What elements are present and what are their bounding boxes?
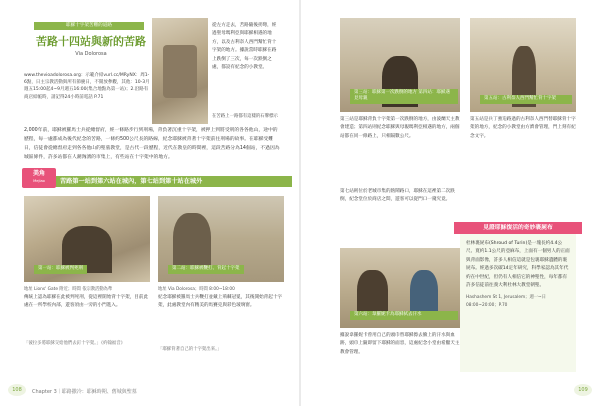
station-1-column — [24, 286, 150, 311]
station-5-column — [470, 116, 576, 141]
station-2-text: 紀念耶穌被羅馬士兵鞭打並戴上荊棘冠冕，其後開始背起十字架，此處教堂內有精美的馬賽克與彩色玻璃窗。 — [158, 294, 283, 309]
quote-2: 「耶穌背著自己的十字架出來。」 — [158, 347, 222, 352]
intro-paragraph — [24, 126, 280, 162]
station-2-caption: 第二站：耶穌被鞭打、背起十字架 — [168, 265, 244, 274]
station-6-caption: 第六站：韋羅妮卡為耶穌拭去汗水 — [350, 311, 458, 320]
sidebar-title: 見證耶穌復活的奇妙裹屍布 — [454, 222, 582, 234]
quote-1: 「彼拉多將耶穌交給他們去釘十字架。」《約翰福音》 — [24, 341, 125, 346]
right-page — [300, 0, 600, 406]
sidebar-info: Hashashem St 1, Jerusalem；週一~日 08:00~20:00；P.70 — [466, 294, 546, 308]
page-number-right: 109 — [574, 384, 592, 396]
top-right-column — [212, 22, 280, 73]
series-label: 耶穌十字架苦難的道路 — [34, 22, 144, 30]
station-5-text: 第五站是兵丁強迫路過的古利奈人西門替耶穌背十字架的地方，紀念的小教堂由方濟會管理，門上刻有紀念文字。 — [470, 117, 576, 139]
page-subtitle: Via Dolorosa — [75, 51, 107, 57]
station-3-4-text: 第三站是耶穌背負十字架第一次跌倒的地方，由波蘭天主教會建造；第四站則紀念耶穌與母親瑪利亞相遇的地方，兩個站都在同一條路上，只相隔數公尺。 — [340, 117, 460, 139]
sidebar-body — [466, 240, 570, 310]
station-1-photo — [24, 196, 150, 282]
info-text: www.thevioadolorosa.org：示範介紹vurl.cc/MRyNX：周1-6點，日主宗教活動與所有節慶日，不開放參觀，其他：10-3月週五15:00起4~9月週五16:00(集合地點為第一站)；2.沿路有商店結帳時，請記得24小時前電話 P.71 — [24, 73, 150, 100]
sidebar-text: 杜林裹屍布(Shroud of Turin)是一塊長約4.4公尺、寬約1.1公尺的亞麻布，上面有一個男人的正面與背面影像，許多人相信這就是包裹耶穌遺體的裹屍布。經過多次碳14定年研究，科學家認為其年代約在中世紀，但仍有人相信它的神聖性，每年都有許多信徒前往義大利杜林大教堂朝聖。 — [466, 241, 570, 289]
station-5-caption: 第五站：古利奈人西門幫忙背十字架 — [480, 95, 572, 104]
station-6-photo — [340, 248, 460, 328]
station-1-text: 傳統上認為耶穌在此被判死刑，從這裡開始背十字架，目前此處在一所學校內部，遊客須由一旁的小門進入。 — [24, 294, 149, 309]
station-7-text: 第七站則位於老城市集的熱鬧路口，耶穌在這裡第二次跌倒，紀念堂位於商店之間，遊客可以從門口一窺究竟。 — [340, 189, 455, 203]
station-sign-photo — [152, 18, 208, 124]
intro-text: 2,000年前，耶穌被羅馬士兵從總督府，經一條路步行到刑場，背負著沉重十字架，被押上到將受刑的各各他山，途中的歷程，每一處都成為後代紀念的苦路，一條約500公尺長的路線，紀念耶穌被背著十字架前往刑場的故事。在耶穌受難日，信徒會從總督府走到各各他山的聖墓教堂，是古代一段歷程，近代在教皇的時間裡，這段苦路分為14個站，不過因為城區條件，許多站都在人潮洶湧的市集上，有些站在十字架中的地方。 — [24, 128, 280, 161]
station-2-photo — [158, 196, 284, 282]
section-band-text: 苦路第一站到第六站在城內，第七站到第十站在城外 — [60, 178, 203, 185]
station-1-detail: 地址 Lions' Gate 附近；時間 依宗教活動為準 — [24, 287, 113, 292]
top-right-text: 從左方走去，苦路隨後拐彎，經過聖母瑪利亞與耶穌相遇的地方，以及古利奈人西門幫忙背十字架的地方。據說當時耶穌在路上跌倒了三次，每一次跌倒之處，都設有紀念的小教堂。 — [212, 23, 277, 71]
badge-title: 美角 — [32, 170, 45, 177]
section-badge — [22, 168, 56, 188]
station-2-detail: 地址 Via Dolorosa；時間 8:00~18:00 — [158, 287, 235, 292]
station-3-4-caption: 第三站：耶穌第一次跌倒的地方 第四站：耶穌遇見母親 — [350, 89, 458, 105]
station-2-column — [158, 286, 284, 311]
station-6-column — [340, 332, 460, 357]
chapter-footer: Chapter 3｜耶路撒冷：耶穌時期、舊城與聖墓 — [32, 388, 137, 395]
shroud-sidebar — [460, 222, 576, 372]
station-5-photo — [470, 18, 576, 112]
sign-caption: 在苦路上一路都有這樣的石牌標示 — [212, 114, 278, 119]
station-3-4-photo — [340, 18, 460, 112]
station-6-text: 據說韋羅妮卡曾用自己的頭巾替耶穌擦去臉上的汗水與血跡，頭巾上隨即留下耶穌的面容，這處紀念小堂由希臘天主教會管理。 — [340, 333, 460, 355]
page-title: 苦路十四站與新的苦路 — [36, 35, 146, 48]
station-1-caption: 第一站：耶穌被判死刑 — [34, 265, 87, 274]
article-header — [24, 22, 148, 72]
station-7-column — [340, 188, 460, 205]
page-number-left: 108 — [8, 384, 26, 396]
info-block — [24, 72, 152, 101]
badge-subtitle: Mejiao — [33, 179, 45, 183]
station-3-4-column — [340, 116, 460, 141]
